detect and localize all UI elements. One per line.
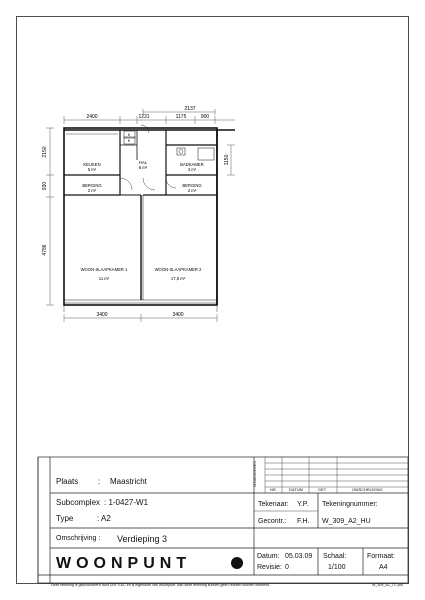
rev-header-get: GET <box>318 487 327 492</box>
gecontr-label: Gecontr.: <box>258 518 287 525</box>
footer-file: W_309_A2_TC.pdf <box>372 583 403 587</box>
woonpunt-logo: WOONPUNT <box>56 555 192 572</box>
logo-dot-icon <box>231 557 243 569</box>
room-woon-slaapkamer-2-area: 17,5 m² <box>170 276 186 281</box>
schaal-label: Schaal: <box>323 553 347 560</box>
room-berging-right-name: BERGING <box>182 183 202 188</box>
room-berging-right-area: 2 m² <box>187 188 197 193</box>
schaal-value: 1/100 <box>328 564 346 571</box>
subcomplex-value: : 1-0427-W1 <box>104 498 149 507</box>
tekeningnummer-label: Tekeningnummer: <box>322 501 378 508</box>
dim-top-1231: 1231 <box>138 114 150 120</box>
room-labels <box>81 133 204 281</box>
rev-header-omschrijving: OMSCHRIJVING <box>352 487 383 492</box>
room-keuken-area: 5 m² <box>87 167 97 172</box>
room-woon-slaapkamer-1-name: WOON-SLAAPKAMER 1 <box>80 267 128 272</box>
dim-bottom-3400-left: 3400 <box>96 312 108 318</box>
room-woon-slaapkamer-2-name: WOON-SLAAPKAMER 2 <box>154 267 202 272</box>
datum-label: Datum: <box>257 553 280 560</box>
wijzigingen-label: WIJZIGINGEN <box>252 460 258 488</box>
formaat-value: A4 <box>379 564 388 571</box>
dim-right-1150: 1150 <box>224 154 230 166</box>
dim-bottom-3400-right: 3400 <box>172 312 184 318</box>
room-berging-left-area: 2 m² <box>87 188 97 193</box>
plaats-label: Plaats <box>56 477 79 486</box>
rev-header-nr: NR <box>270 487 276 492</box>
subcomplex-label: Subcomplex <box>56 498 101 507</box>
revisie-label: Revisie: <box>257 564 282 571</box>
dim-top-900: 900 <box>200 114 210 120</box>
room-keuken-name: KEUKEN <box>83 162 101 167</box>
omschrijving-value: Verdieping 3 <box>117 534 168 544</box>
shaft-k-1: K <box>127 133 131 137</box>
walls <box>64 125 235 312</box>
room-badkamer-name: BADKAMER <box>180 162 204 167</box>
datum-value: 05.03.09 <box>285 553 313 560</box>
plaats-value: Maastricht <box>110 477 147 486</box>
dim-top-2400: 2400 <box>86 114 98 120</box>
plaats-sep: : <box>98 477 101 486</box>
dim-left-930: 930 <box>42 181 48 191</box>
dim-left-4786: 4786 <box>42 244 48 256</box>
gecontr-value: F.H. <box>297 518 310 525</box>
room-berging-left-name: BERGING <box>82 183 102 188</box>
dim-left-2150: 2150 <box>42 146 48 158</box>
room-badkamer-area: 3 m² <box>187 167 197 172</box>
room-woon-slaapkamer-1-area: 11 m² <box>98 276 110 281</box>
type-value: : A2 <box>97 514 111 523</box>
dim-top-2137: 2137 <box>184 106 196 112</box>
revisie-value: 0 <box>285 564 289 571</box>
dimension-lines-bottom <box>64 314 217 322</box>
dim-top-1175: 1175 <box>175 114 187 120</box>
tekenaar-label: Tekenaar: <box>258 501 289 508</box>
formaat-label: Formaat: <box>367 553 396 560</box>
room-hal-name: HAL <box>138 160 148 165</box>
tekenaar-value: Y.P. <box>297 501 309 508</box>
room-hal-area: 6 m² <box>138 165 148 170</box>
type-label: Type <box>56 514 74 523</box>
footer-disclaimer: Deze tekening is geproduceerd door DDF E&C en is eigendom van Woonpunt. Aan deze tekening kunnen geen rechten worden ontleend. <box>51 583 271 587</box>
tekeningnummer-value: W_309_A2_HU <box>322 518 371 525</box>
rev-header-datum: DATUM <box>289 487 303 492</box>
omschrijving-label: Omschrijving : <box>56 535 101 542</box>
shaft-k-2: K <box>127 139 131 143</box>
